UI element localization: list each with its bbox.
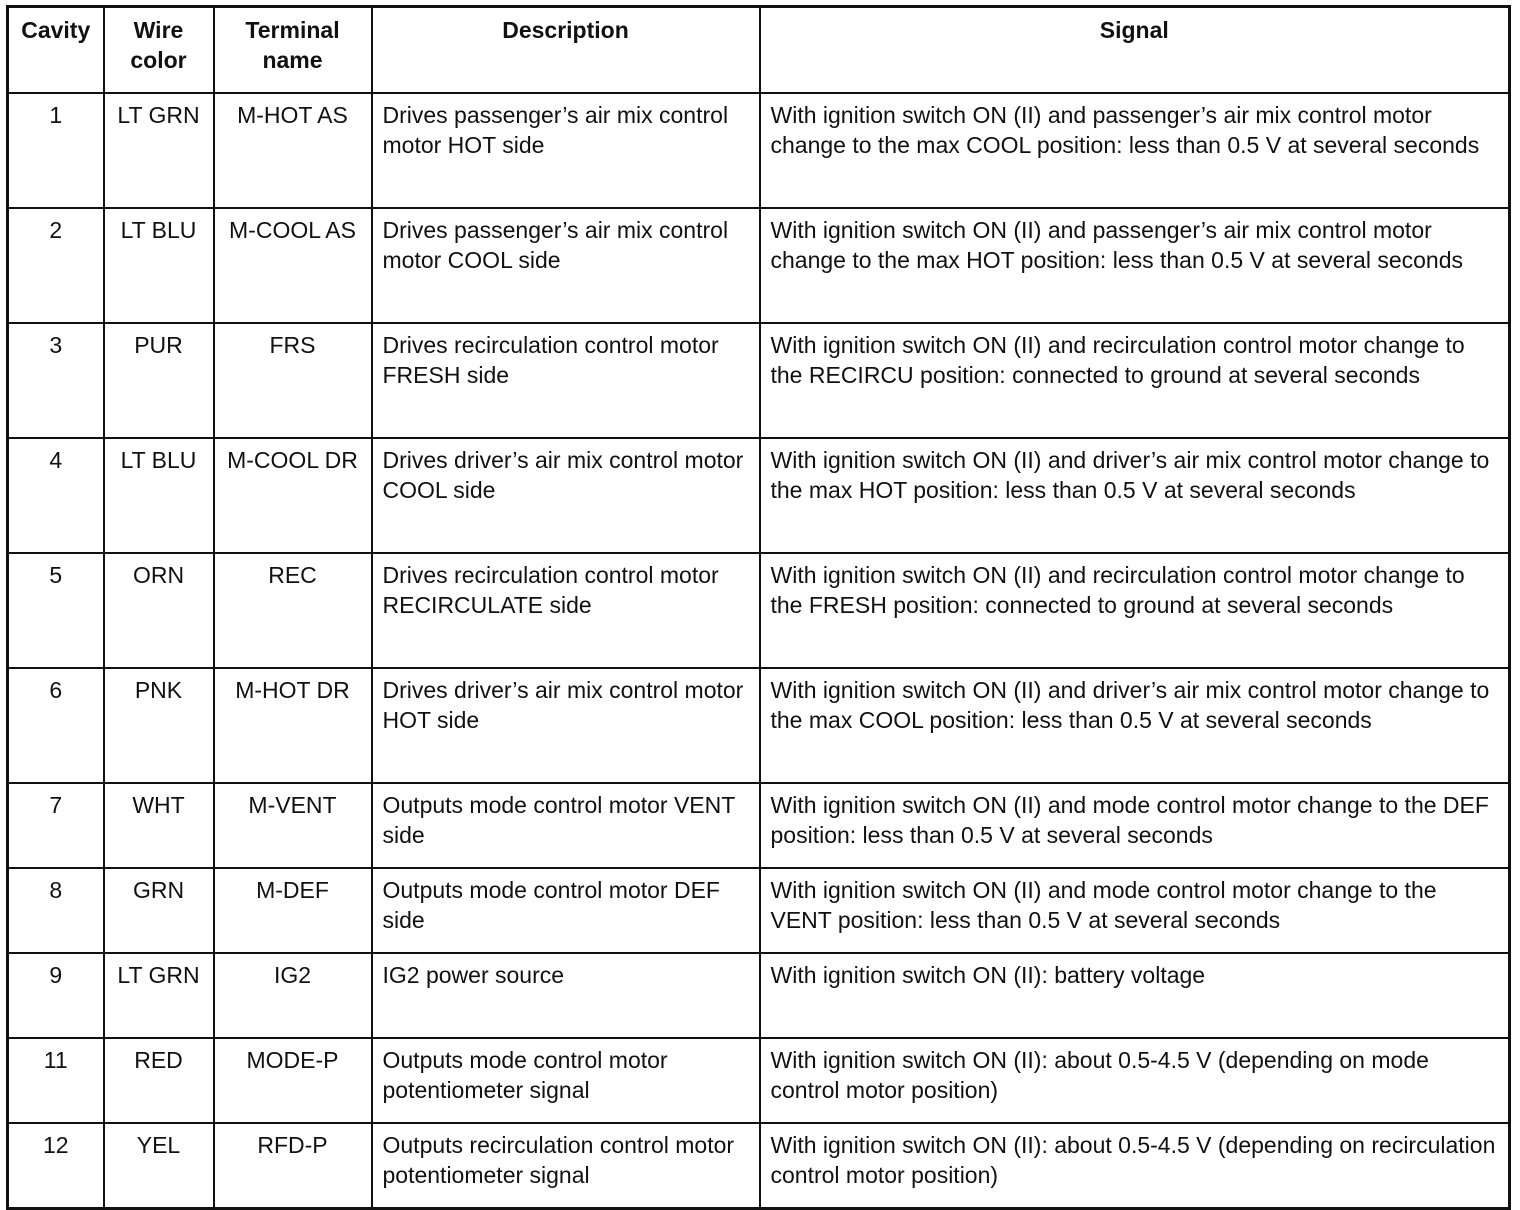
wire-color-cell: GRN — [104, 868, 214, 953]
signal-cell: With ignition switch ON (II) and recirculation control motor change to the RECIRCU position: connected to ground at several seconds — [760, 323, 1510, 438]
description-cell: Outputs mode control motor potentiometer signal — [372, 1038, 760, 1123]
cavity-cell: 1 — [8, 93, 104, 208]
terminal-name-cell: REC — [214, 553, 372, 668]
description-cell: Outputs mode control motor VENT side — [372, 783, 760, 868]
wire-color-cell: PUR — [104, 323, 214, 438]
header-row — [8, 7, 1510, 94]
table-row — [8, 668, 1510, 783]
table-row — [8, 208, 1510, 323]
signal-cell: With ignition switch ON (II): about 0.5-4.5 V (depending on recirculation control motor position) — [760, 1123, 1510, 1209]
cavity-cell: 2 — [8, 208, 104, 323]
cavity-cell: 9 — [8, 953, 104, 1038]
terminal-name-cell: FRS — [214, 323, 372, 438]
table-row — [8, 553, 1510, 668]
wire-color-cell: LT GRN — [104, 93, 214, 208]
table-row — [8, 438, 1510, 553]
wire-color-cell: LT BLU — [104, 438, 214, 553]
wire-color-cell: LT BLU — [104, 208, 214, 323]
terminal-name-cell: MODE-P — [214, 1038, 372, 1123]
cavity-cell: 8 — [8, 868, 104, 953]
terminal-name-cell: M-VENT — [214, 783, 372, 868]
cavity-cell: 12 — [8, 1123, 104, 1209]
terminal-name-cell: M-DEF — [214, 868, 372, 953]
terminal-name-cell: M-HOT DR — [214, 668, 372, 783]
wire-color-cell: PNK — [104, 668, 214, 783]
signal-cell: With ignition switch ON (II) and recirculation control motor change to the FRESH position: connected to ground at several seconds — [760, 553, 1510, 668]
table-row — [8, 783, 1510, 868]
terminal-name-cell: M-COOL AS — [214, 208, 372, 323]
table-row — [8, 953, 1510, 1038]
connector-pinout-table — [6, 5, 1511, 1210]
header-cavity: Cavity — [8, 7, 104, 94]
wire-color-cell: ORN — [104, 553, 214, 668]
signal-cell: With ignition switch ON (II) and driver’s air mix control motor change to the max HOT position: less than 0.5 V at several seconds — [760, 438, 1510, 553]
terminal-name-cell: M-COOL DR — [214, 438, 372, 553]
wire-color-cell: LT GRN — [104, 953, 214, 1038]
signal-cell: With ignition switch ON (II): about 0.5-4.5 V (depending on mode control motor position) — [760, 1038, 1510, 1123]
signal-cell: With ignition switch ON (II) and mode control motor change to the DEF position: less than 0.5 V at several seconds — [760, 783, 1510, 868]
table-row — [8, 1038, 1510, 1123]
description-cell: Drives driver’s air mix control motor COOL side — [372, 438, 760, 553]
signal-cell: With ignition switch ON (II) and passenger’s air mix control motor change to the max COOL position: less than 0.5 V at several seconds — [760, 93, 1510, 208]
cavity-cell: 4 — [8, 438, 104, 553]
signal-cell: With ignition switch ON (II) and passenger’s air mix control motor change to the max HOT position: less than 0.5 V at several seconds — [760, 208, 1510, 323]
terminal-name-cell: IG2 — [214, 953, 372, 1038]
cavity-cell: 3 — [8, 323, 104, 438]
description-cell: Drives passenger’s air mix control motor COOL side — [372, 208, 760, 323]
table-row — [8, 93, 1510, 208]
header-description: Description — [372, 7, 760, 94]
header-signal: Signal — [760, 7, 1510, 94]
table-row — [8, 868, 1510, 953]
table-row — [8, 323, 1510, 438]
terminal-name-cell: RFD-P — [214, 1123, 372, 1209]
wire-color-cell: WHT — [104, 783, 214, 868]
description-cell: Drives driver’s air mix control motor HOT side — [372, 668, 760, 783]
table-row — [8, 1123, 1510, 1209]
cavity-cell: 11 — [8, 1038, 104, 1123]
signal-cell: With ignition switch ON (II) and mode control motor change to the VENT position: less than 0.5 V at several seconds — [760, 868, 1510, 953]
description-cell: Drives passenger’s air mix control motor HOT side — [372, 93, 760, 208]
header-terminal-name: Terminal name — [214, 7, 372, 94]
wire-color-cell: RED — [104, 1038, 214, 1123]
description-cell: IG2 power source — [372, 953, 760, 1038]
description-cell: Drives recirculation control motor FRESH side — [372, 323, 760, 438]
terminal-name-cell: M-HOT AS — [214, 93, 372, 208]
cavity-cell: 5 — [8, 553, 104, 668]
description-cell: Drives recirculation control motor RECIRCULATE side — [372, 553, 760, 668]
cavity-cell: 7 — [8, 783, 104, 868]
signal-cell: With ignition switch ON (II) and driver’s air mix control motor change to the max COOL position: less than 0.5 V at several seconds — [760, 668, 1510, 783]
header-wire-color: Wire color — [104, 7, 214, 94]
description-cell: Outputs mode control motor DEF side — [372, 868, 760, 953]
description-cell: Outputs recirculation control motor potentiometer signal — [372, 1123, 760, 1209]
wire-color-cell: YEL — [104, 1123, 214, 1209]
signal-cell: With ignition switch ON (II): battery voltage — [760, 953, 1510, 1038]
cavity-cell: 6 — [8, 668, 104, 783]
